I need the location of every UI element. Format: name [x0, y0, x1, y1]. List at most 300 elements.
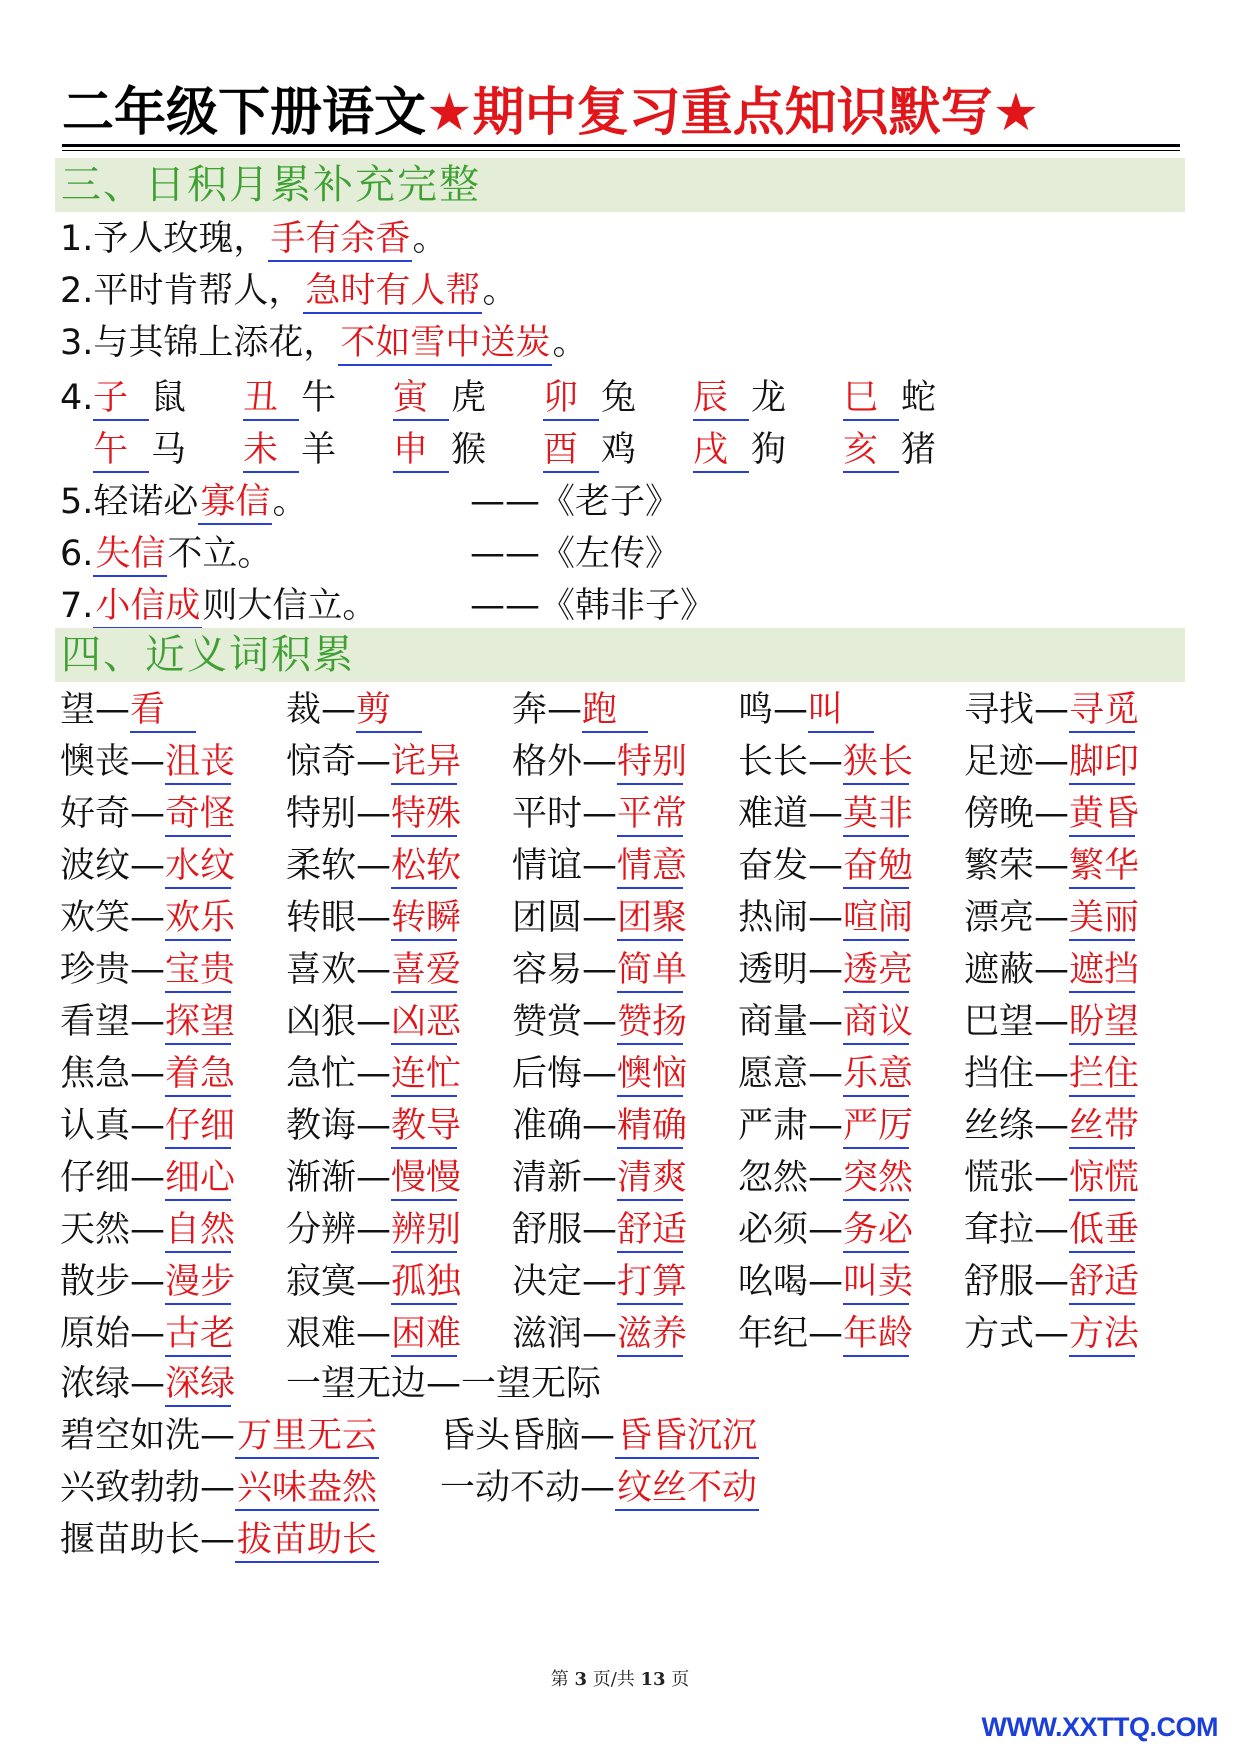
idiom-pair — [60, 1515, 379, 1565]
zodiac-branch: 卯 — [543, 377, 599, 421]
synonym-answer: 莫非 — [843, 793, 909, 837]
synonym-answer: 仔细 — [165, 1105, 231, 1149]
zodiac-animal: 龙 — [751, 378, 787, 418]
synonym-answer: 宝贵 — [165, 949, 231, 993]
synonym-answer: 盼望 — [1069, 1001, 1135, 1045]
synonym-answer: 教导 — [391, 1105, 457, 1149]
synonym-pair — [512, 1153, 688, 1203]
dash: — — [582, 1314, 618, 1354]
idiom-pair — [60, 1463, 379, 1513]
dash: — — [130, 1262, 166, 1302]
synonym-pair — [60, 685, 196, 735]
synonym-answer: 精确 — [617, 1105, 683, 1149]
dash: — — [1034, 794, 1070, 834]
synonym-pair — [60, 945, 236, 995]
synonym-pair — [964, 841, 1140, 891]
synonym-pair — [738, 945, 914, 995]
synonym-pair — [60, 1049, 236, 1099]
dash: — — [808, 742, 844, 782]
synonym-answer: 舒适 — [1069, 1261, 1135, 1305]
watermark-url: WWW.XXTTQ.COM — [981, 1712, 1218, 1742]
synonym-answer: 喜爱 — [391, 949, 457, 993]
dash: — — [547, 690, 583, 730]
synonym-word: 舒服 — [964, 1262, 1035, 1302]
synonym-word: 鸣 — [738, 690, 774, 730]
synonym-answer: 突然 — [843, 1157, 909, 1201]
synonym-word: 准确 — [512, 1106, 583, 1146]
synonym-pair — [738, 997, 914, 1047]
synonym-pair — [964, 737, 1140, 787]
synonym-answer: 舒适 — [617, 1209, 683, 1253]
synonym-word: 奋发 — [738, 846, 809, 886]
synonym-answer: 滋养 — [617, 1313, 683, 1357]
synonym-word: 分辨 — [286, 1210, 357, 1250]
dash: — — [95, 690, 131, 730]
zodiac-animal: 马 — [151, 430, 187, 470]
synonym-word: 清新 — [512, 1158, 583, 1198]
zodiac-animal: 羊 — [301, 430, 337, 470]
zodiac-branch: 子 — [93, 377, 149, 421]
synonym-pair — [964, 1153, 1140, 1203]
synonym-pair — [964, 1309, 1140, 1359]
synonym-word: 热闹 — [738, 898, 809, 938]
dash: — — [130, 898, 166, 938]
idiom-pair — [440, 1463, 759, 1513]
dash: — — [130, 846, 166, 886]
dash: — — [356, 846, 392, 886]
synonym-word: 望 — [60, 690, 96, 730]
synonym-word: 急忙 — [286, 1054, 357, 1094]
zodiac-item — [243, 373, 336, 423]
synonym-answer: 漫步 — [165, 1261, 231, 1305]
synonym-answer: 看 — [130, 689, 196, 733]
zodiac-animal: 猪 — [901, 430, 937, 470]
synonym-answer: 诧异 — [391, 741, 457, 785]
synonym-word: 难道 — [738, 794, 809, 834]
synonym-answer: 乐意 — [843, 1053, 909, 1097]
synonym-answer: 美丽 — [1069, 897, 1135, 941]
synonym-answer: 松软 — [391, 845, 457, 889]
synonym-answer: 自然 — [165, 1209, 231, 1253]
zodiac-item — [693, 373, 786, 423]
dash: — — [808, 846, 844, 886]
dash: — — [1034, 950, 1070, 990]
synonym-answer: 黄昏 — [1069, 793, 1135, 837]
synonym-answer: 着急 — [165, 1053, 231, 1097]
synonym-word: 渐渐 — [286, 1158, 357, 1198]
dash: — — [356, 1210, 392, 1250]
dash: — — [356, 1054, 392, 1094]
synonym-pair — [286, 789, 462, 839]
synonym-answer: 连忙 — [391, 1053, 457, 1097]
quote-6: 6.失信不立。 ——《左传》 — [60, 529, 1160, 579]
zodiac-item — [93, 425, 186, 475]
synonym-answer: 叫 — [808, 689, 874, 733]
dash: — — [582, 742, 618, 782]
zodiac-animal: 牛 — [301, 378, 337, 418]
synonym-word: 丝绦 — [964, 1106, 1035, 1146]
idiom-answer: 纹丝不动 — [615, 1467, 759, 1511]
synonym-pair — [964, 789, 1140, 839]
synonym-answer: 古老 — [165, 1313, 231, 1357]
synonym-answer: 情意 — [617, 845, 683, 889]
synonym-answer: 团聚 — [617, 897, 683, 941]
synonym-word: 好奇 — [60, 794, 131, 834]
title-rule-thin — [62, 150, 1180, 151]
synonym-pair — [738, 893, 914, 943]
dash: — — [1034, 1210, 1070, 1250]
synonym-pair — [512, 1257, 688, 1307]
synonym-pair — [738, 1257, 914, 1307]
synonym-word: 繁荣 — [964, 846, 1035, 886]
zodiac-item — [93, 373, 186, 423]
synonym-pair — [738, 1101, 914, 1151]
synonym-answer: 简单 — [617, 949, 683, 993]
section-4-heading: 四、近义词积累 — [55, 628, 1185, 682]
synonym-pair — [286, 1257, 462, 1307]
dash: — — [321, 690, 357, 730]
synonym-pair — [738, 737, 914, 787]
synonym-word: 巴望 — [964, 1002, 1035, 1042]
dash: — — [1034, 1002, 1070, 1042]
dash: — — [1034, 1262, 1070, 1302]
synonym-pair — [738, 1205, 914, 1255]
zodiac-item — [693, 425, 786, 475]
synonym-pair — [964, 1205, 1140, 1255]
synonym-word: 忽然 — [738, 1158, 809, 1198]
synonym-answer: 丝带 — [1069, 1105, 1135, 1149]
idiom-answer: 兴味盎然 — [235, 1467, 379, 1511]
synonym-pair — [60, 789, 236, 839]
zodiac-branch: 辰 — [693, 377, 749, 421]
synonym-pair — [512, 737, 688, 787]
idiom-pair — [440, 1411, 759, 1461]
synonym-word: 情谊 — [512, 846, 583, 886]
synonym-answer: 商议 — [843, 1001, 909, 1045]
synonym-answer: 清爽 — [617, 1157, 683, 1201]
dash: — — [582, 1262, 618, 1302]
synonym-pair — [286, 685, 422, 735]
synonym-answer: 脚印 — [1069, 741, 1135, 785]
synonym-pair — [964, 1101, 1140, 1151]
zodiac-num: 4. — [60, 378, 94, 418]
synonym-word: 决定 — [512, 1262, 583, 1302]
synonym-answer: 欢乐 — [165, 897, 231, 941]
synonym-answer: 特别 — [617, 741, 683, 785]
synonym-answer: 繁华 — [1069, 845, 1135, 889]
synonym-word: 傍晚 — [964, 794, 1035, 834]
dash: — — [808, 1158, 844, 1198]
synonym-word: 教诲 — [286, 1106, 357, 1146]
synonym-word: 焦急 — [60, 1054, 131, 1094]
page-title: 二年级下册语文★期中复习重点知识默写★ — [62, 83, 1040, 143]
dash: — — [130, 1314, 166, 1354]
dash: — — [808, 1002, 844, 1042]
synonym-pair — [512, 997, 688, 1047]
synonym-word: 漂亮 — [964, 898, 1035, 938]
synonym-answer: 特殊 — [391, 793, 457, 837]
synonym-word: 惊奇 — [286, 742, 357, 782]
synonym-word: 特别 — [286, 794, 357, 834]
synonym-word: 喜欢 — [286, 950, 357, 990]
synonym-word: 舒服 — [512, 1210, 583, 1250]
idiom-word: 碧空如洗— — [60, 1416, 236, 1456]
synonym-answer: 狭长 — [843, 741, 909, 785]
synonym-pair — [512, 893, 688, 943]
dash: — — [1034, 846, 1070, 886]
synonym-word: 欢笑 — [60, 898, 131, 938]
dash: — — [582, 1002, 618, 1042]
dash: — — [773, 690, 809, 730]
synonym-pair — [738, 841, 914, 891]
zodiac-branch: 未 — [243, 429, 299, 473]
dash: — — [130, 1106, 166, 1146]
synonym-pair — [738, 685, 874, 735]
synonym-word: 转眼 — [286, 898, 357, 938]
synonym-answer: 跑 — [582, 689, 648, 733]
dash: — — [130, 1054, 166, 1094]
synonym-answer: 打算 — [617, 1261, 683, 1305]
synonym-answer: 拦住 — [1069, 1053, 1135, 1097]
synonym-pair — [964, 997, 1140, 1047]
synonym-pair — [60, 1257, 236, 1307]
synonym-answer: 辨别 — [391, 1209, 457, 1253]
zodiac-branch: 酉 — [543, 429, 599, 473]
dash: — — [582, 846, 618, 886]
synonym-word: 愿意 — [738, 1054, 809, 1094]
synonym-word: 挡住 — [964, 1054, 1035, 1094]
synonym-word: 遮蔽 — [964, 950, 1035, 990]
synonym-answer: 方法 — [1069, 1313, 1135, 1357]
synonym-answer: 年龄 — [843, 1313, 909, 1357]
dash: — — [808, 1262, 844, 1302]
synonym-answer: 沮丧 — [165, 741, 231, 785]
synonym-pair — [286, 945, 462, 995]
zodiac-item — [243, 425, 336, 475]
dash: — — [356, 1314, 392, 1354]
synonym-word: 寂寞 — [286, 1262, 357, 1302]
synonym-pair — [60, 1101, 236, 1151]
synonym-answer: 喧闹 — [843, 897, 909, 941]
dash: — — [356, 898, 392, 938]
zodiac-item — [843, 425, 936, 475]
synonym-word: 透明 — [738, 950, 809, 990]
idiom-word: 兴致勃勃— — [60, 1468, 236, 1508]
dash: — — [130, 742, 166, 782]
dash: — — [130, 950, 166, 990]
quote-7: 7.小信成则大信立。 ——《韩非子》 — [60, 581, 1160, 631]
dash: — — [582, 950, 618, 990]
synonym-answer: 细心 — [165, 1157, 231, 1201]
dash: — — [356, 1106, 392, 1146]
zodiac-branch: 申 — [393, 429, 449, 473]
synonym-word: 长长 — [738, 742, 809, 782]
synonym-answer: 奋勉 — [843, 845, 909, 889]
zodiac-branch: 丑 — [243, 377, 299, 421]
zodiac-animal: 虎 — [451, 378, 487, 418]
item-2: 2.平时肯帮人，急时有人帮。 — [60, 266, 517, 316]
zodiac-item — [543, 373, 636, 423]
dash: — — [356, 1002, 392, 1042]
zodiac-branch: 午 — [93, 429, 149, 473]
idiom-answer: 昏昏沉沉 — [615, 1415, 759, 1459]
synonym-answer: 平常 — [617, 793, 683, 837]
synonym-pair — [512, 1101, 688, 1151]
synonym-pair — [60, 997, 236, 1047]
dash: — — [1034, 742, 1070, 782]
synonym-word: 年纪 — [738, 1314, 809, 1354]
synonym-word: 懊丧 — [60, 742, 131, 782]
synonym-pair — [512, 1049, 688, 1099]
dash: — — [808, 898, 844, 938]
dash: — — [808, 950, 844, 990]
synonym-answer: 惊慌 — [1069, 1157, 1135, 1201]
idiom-word: 揠苗助长— — [60, 1520, 236, 1560]
synonym-answer: 孤独 — [391, 1261, 457, 1305]
synonym-pair — [286, 997, 462, 1047]
dash: — — [582, 1054, 618, 1094]
dash: — — [808, 1054, 844, 1094]
synonym-word: 耷拉 — [964, 1210, 1035, 1250]
synonym-word: 认真 — [60, 1106, 131, 1146]
synonym-answer: 遮挡 — [1069, 949, 1135, 993]
synonym-word: 艰难 — [286, 1314, 357, 1354]
synonym-extra-2: 一望无边—一望无际 — [286, 1364, 602, 1404]
synonym-answer: 严厉 — [843, 1105, 909, 1149]
synonym-word: 柔软 — [286, 846, 357, 886]
zodiac-item — [543, 425, 636, 475]
synonym-word: 后悔 — [512, 1054, 583, 1094]
zodiac-animal: 鸡 — [601, 430, 637, 470]
synonym-word: 必须 — [738, 1210, 809, 1250]
dash: — — [356, 1158, 392, 1198]
dash: — — [582, 1210, 618, 1250]
quote-5: 5.轻诺必寡信。 ——《老子》 — [60, 477, 1160, 527]
synonym-pair — [512, 1309, 688, 1359]
synonym-word: 滋润 — [512, 1314, 583, 1354]
dash: — — [808, 1314, 844, 1354]
zodiac-animal: 猴 — [451, 430, 487, 470]
dash: — — [1034, 1314, 1070, 1354]
synonym-pair — [286, 1101, 462, 1151]
synonym-word: 足迹 — [964, 742, 1035, 782]
synonym-word: 仔细 — [60, 1158, 131, 1198]
synonym-answer: 困难 — [391, 1313, 457, 1357]
dash: — — [356, 742, 392, 782]
synonym-pair — [286, 1205, 462, 1255]
dash: — — [582, 794, 618, 834]
synonym-answer: 务必 — [843, 1209, 909, 1253]
dash: — — [808, 1210, 844, 1250]
synonym-pair — [286, 737, 462, 787]
zodiac-item — [393, 425, 486, 475]
zodiac-animal: 狗 — [751, 430, 787, 470]
synonym-word: 原始 — [60, 1314, 131, 1354]
zodiac-animal: 兔 — [601, 378, 637, 418]
zodiac-item — [393, 373, 486, 423]
synonym-answer: 懊恼 — [617, 1053, 683, 1097]
dash: — — [1034, 1158, 1070, 1198]
synonym-word: 波纹 — [60, 846, 131, 886]
zodiac-branch: 巳 — [843, 377, 899, 421]
dash: — — [582, 898, 618, 938]
synonym-word: 散步 — [60, 1262, 131, 1302]
synonym-word: 珍贵 — [60, 950, 131, 990]
synonym-pair — [738, 1153, 914, 1203]
dash: — — [356, 950, 392, 990]
synonym-answer: 叫卖 — [843, 1261, 909, 1305]
synonym-pair — [286, 1049, 462, 1099]
dash: — — [1034, 898, 1070, 938]
synonym-pair — [738, 1309, 914, 1359]
synonym-pair — [286, 1153, 462, 1203]
dash: — — [808, 1106, 844, 1146]
synonym-pair — [512, 1205, 688, 1255]
synonym-pair — [60, 893, 236, 943]
synonym-pair — [964, 685, 1140, 735]
section-3-heading: 三、日积月累补充完整 — [55, 158, 1185, 212]
zodiac-item — [843, 373, 936, 423]
synonym-answer: 转瞬 — [391, 897, 457, 941]
synonym-answer: 寻觅 — [1069, 689, 1135, 733]
page-footer: 第 3 页/共 13 页 — [550, 1669, 690, 1690]
synonym-word: 商量 — [738, 1002, 809, 1042]
synonym-answer: 水纹 — [165, 845, 231, 889]
item-1: 1.予人玫瑰，手有余香。 — [60, 214, 447, 264]
synonym-word: 严肃 — [738, 1106, 809, 1146]
synonym-pair — [964, 945, 1140, 995]
synonym-answer: 剪 — [356, 689, 422, 733]
synonym-word: 平时 — [512, 794, 583, 834]
synonym-word: 裁 — [286, 690, 322, 730]
synonym-pair — [286, 1309, 462, 1359]
idiom-pair — [60, 1411, 379, 1461]
synonym-pair — [60, 1153, 236, 1203]
idiom-word: 昏头昏脑— — [440, 1416, 616, 1456]
zodiac-animal: 蛇 — [901, 378, 937, 418]
dash: — — [1034, 690, 1070, 730]
synonym-word: 凶狠 — [286, 1002, 357, 1042]
synonym-pair — [512, 685, 648, 735]
synonym-word: 天然 — [60, 1210, 131, 1250]
synonym-word: 奔 — [512, 690, 548, 730]
synonym-pair — [60, 1309, 236, 1359]
synonym-pair — [738, 789, 914, 839]
synonym-pair — [60, 841, 236, 891]
zodiac-branch: 寅 — [393, 377, 449, 421]
synonym-word: 看望 — [60, 1002, 131, 1042]
zodiac-animal: 鼠 — [151, 378, 187, 418]
dash: — — [130, 1158, 166, 1198]
synonym-pair — [964, 1049, 1140, 1099]
synonym-answer: 赞扬 — [617, 1001, 683, 1045]
dash: — — [356, 794, 392, 834]
synonym-answer: 慢慢 — [391, 1157, 457, 1201]
synonym-word: 方式 — [964, 1314, 1035, 1354]
synonym-answer: 凶恶 — [391, 1001, 457, 1045]
synonym-answer: 奇怪 — [165, 793, 231, 837]
synonym-pair — [738, 1049, 914, 1099]
synonym-pair — [512, 789, 688, 839]
zodiac-branch: 戌 — [693, 429, 749, 473]
synonym-word: 慌张 — [964, 1158, 1035, 1198]
synonym-pair — [60, 1205, 236, 1255]
synonym-pair — [512, 945, 688, 995]
dash: — — [582, 1158, 618, 1198]
idiom-answer: 万里无云 — [235, 1415, 379, 1459]
dash: — — [1034, 1106, 1070, 1146]
zodiac-branch: 亥 — [843, 429, 899, 473]
